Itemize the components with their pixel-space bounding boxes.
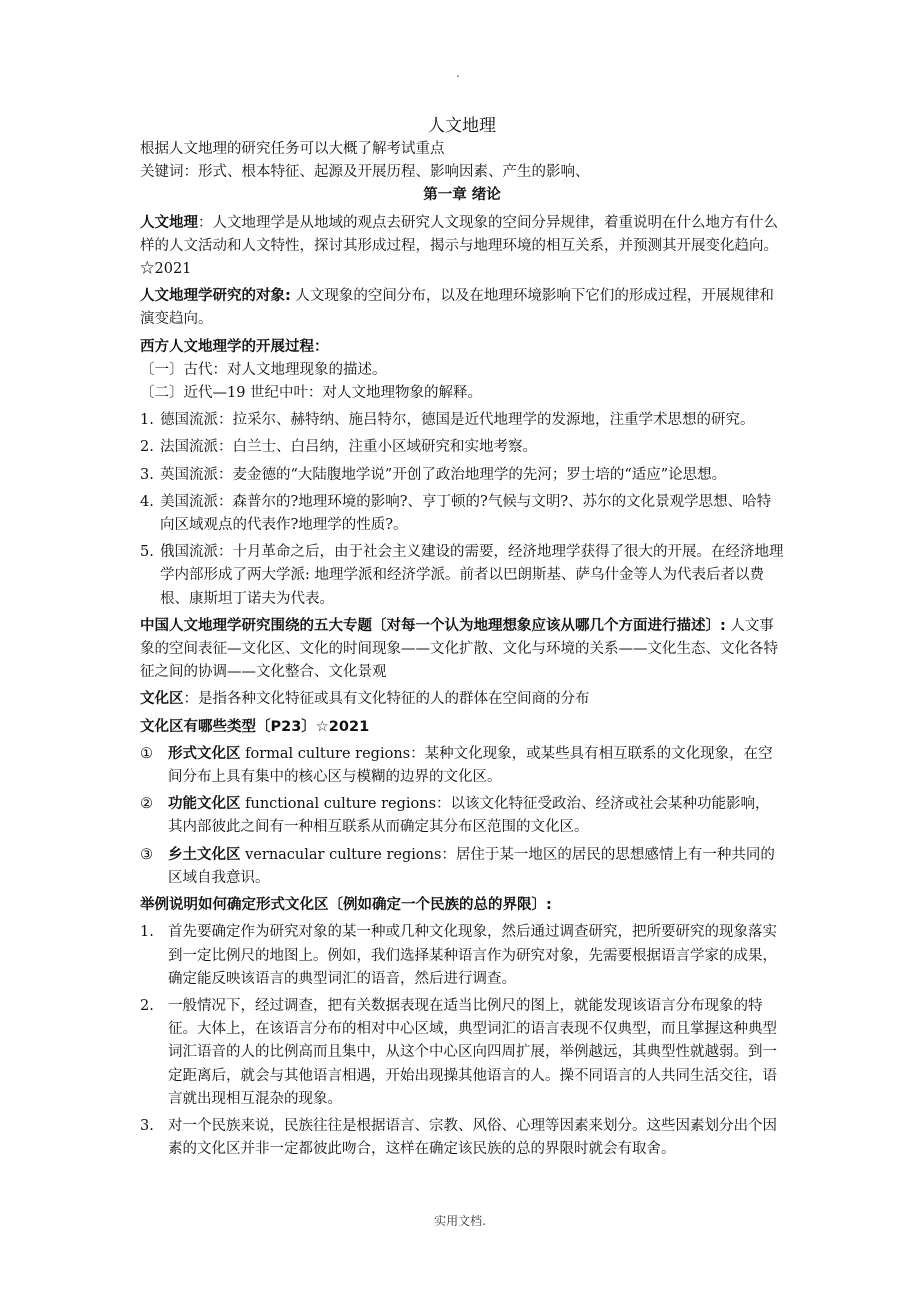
- list-number: 5.: [140, 544, 154, 561]
- list-number: 2.: [140, 997, 154, 1014]
- type-term: 形式文化区: [168, 745, 241, 762]
- type-text: ：居住于某一地区的居民的思想感情上有一种共同的区域自我意识。: [168, 846, 775, 886]
- list-item: [140, 921, 784, 991]
- definition-term: 人文地理: [140, 214, 198, 231]
- west-item-ancient: 〔一〕古代：对人文地理现象的描述。: [140, 361, 387, 378]
- list-item: [140, 793, 784, 839]
- list-number: 3.: [140, 1117, 154, 1134]
- intro-line-1: 根据人文地理的研究任务可以大概了解考试重点: [140, 141, 445, 157]
- china-text: 人文事象的空间表征—文化区、文化的时间现象——文化扩散、文化与环境的关系——文化生态、文化各特征之间的协调——文化整合、文化景观: [140, 617, 778, 681]
- west-heading: 西方人文地理学的开展过程：: [140, 338, 329, 355]
- type-english: functional culture regions: [240, 796, 437, 813]
- list-text: 德国流派：拉采尔、赫特纳、施吕特尔，德国是近代地理学的发源地，注重学术思想的研究。: [160, 412, 755, 429]
- list-text: 一般情况下，经过调查，把有关数据表现在适当比例尺的图上，就能发现该语言分布现象的特征。大体上，在该语言分布的相对中心区域，典型词汇的语言表现不仅典型，而且掌握这种典型词汇语音的人的比例高而且集中，从这个中心区向四周扩展，举例越远，其典型性就越弱。到一定距离后，就会与其他语言相遇，开始出现操其他语言的人。操不同语言的人共同生活交往，语言就出现相互混杂的现象。: [168, 997, 777, 1107]
- list-item: [140, 1115, 784, 1161]
- types-heading: 文化区有哪些类型〔P23〕☆2021: [140, 718, 370, 735]
- list-number: 2.: [140, 439, 154, 456]
- type-english: vernacular culture regions: [240, 846, 442, 863]
- type-english: formal culture regions: [240, 745, 411, 762]
- intro-line-2: 关键词：形式、根本特征、起源及开展历程、影响因素、产生的影响、: [140, 164, 590, 181]
- china-topics: [140, 615, 784, 685]
- document-title: 人文地理: [428, 116, 496, 136]
- document-body: [140, 114, 784, 1161]
- china-heading: 中国人文地理学研究围绕的五大专题〔对每一个认为地理想象应该从哪几个方面进行描述〕:: [140, 617, 726, 634]
- definition-text: 人文现象的空间分布，以及在地理环境影响下它们的形成过程，开展规律和演变趋向。: [140, 288, 774, 328]
- list-text: 法国流派：白兰士、白吕纳，注重小区域研究和实地考察。: [160, 439, 537, 456]
- chapter-heading: 第一章 绪论: [423, 187, 501, 204]
- definition-culture-region: [140, 688, 784, 711]
- definition-text: ：人文地理学是从地域的观点去研究人文现象的空间分异规律，着重说明在什么地方有什么样的人文活动和人文特性，探讨其形成过程，揭示与地理环境的相互关系，并预测其开展变化趋向。☆2021: [140, 214, 778, 278]
- list-item: [140, 844, 784, 890]
- type-term: 功能文化区: [168, 796, 241, 813]
- list-number: 3.: [140, 466, 154, 483]
- page-footer: 实用文档.: [434, 1214, 486, 1228]
- definition-text: ：是指各种文化特征或具有文化特征的人的群体在空间商的分布: [183, 691, 590, 708]
- definition-humanistic-geography: [140, 212, 784, 282]
- list-text: 对一个民族来说，民族往往是根据语言、宗教、风俗、心理等因素来划分。这些因素划分出个因素的文化区并非一定都彼此吻合，这样在确定该民族的总的界限时就会有取舍。: [168, 1117, 777, 1158]
- list-item: [140, 541, 784, 611]
- list-item: [140, 436, 784, 459]
- example-heading: 举例说明如何确定形式文化区〔例如确定一个民族的总的界限〕:: [140, 897, 552, 914]
- list-text: 俄国流派：十月革命之后，由于社会主义建设的需要，经济地理学获得了很大的开展。在经济地理学内部形成了两大学派: 地理学派和经济学派。前者以巴朗斯基、萨乌什金等人为代表后者以费根、康斯坦丁诺夫为代表。: [160, 544, 784, 607]
- list-item: [140, 491, 784, 537]
- west-item-modern: 〔二〕近代—19 世纪中叶：对人文地理物象的解释。: [140, 385, 483, 402]
- list-number: ②: [140, 796, 153, 813]
- list-item: [140, 409, 784, 432]
- definition-term: 文化区: [140, 691, 184, 708]
- list-text: 首先要确定作为研究对象的某一种或几种文化现象，然后通过调查研究，把所要研究的现象落实到一定比例尺的地图上。例如，我们选择某种语言作为研究对象，先需要根据语言学家的成果，确定能反映该语言的典型词汇的语音，然后进行调查。: [168, 924, 777, 987]
- definition-research-object: [140, 285, 784, 331]
- list-item: [140, 995, 784, 1111]
- definition-term: 人文地理学研究的对象:: [140, 288, 291, 305]
- type-text: ：以该文化特征受政治、经济或社会某种功能影响，其内部彼此之间有一种相互联系从而确定其分布区范围的文化区。: [168, 796, 770, 836]
- list-text: 美国流派：森普尔的?地理环境的影响?、亨丁顿的?气候与文明?、苏尔的文化景观学思想、哈特向区域观点的代表作?地理学的性质?。: [160, 493, 772, 534]
- list-item: [140, 464, 784, 487]
- list-number: 4.: [140, 493, 154, 510]
- list-number: 1.: [140, 412, 154, 429]
- list-number: ③: [140, 846, 153, 863]
- type-text: ：某种文化现象，或某些具有相互联系的文化现象，在空间分布上具有集中的核心区与模糊的边界的文化区。: [168, 745, 773, 786]
- list-number: 1.: [140, 924, 154, 941]
- list-text: 英国流派：麦金德的“大陆腹地学说”开创了政治地理学的先河；罗士培的“适应”论思想。: [160, 466, 727, 483]
- header-dot: .: [456, 66, 460, 80]
- list-item: [140, 743, 784, 789]
- list-number: ①: [140, 745, 153, 762]
- type-term: 乡土文化区: [168, 846, 241, 863]
